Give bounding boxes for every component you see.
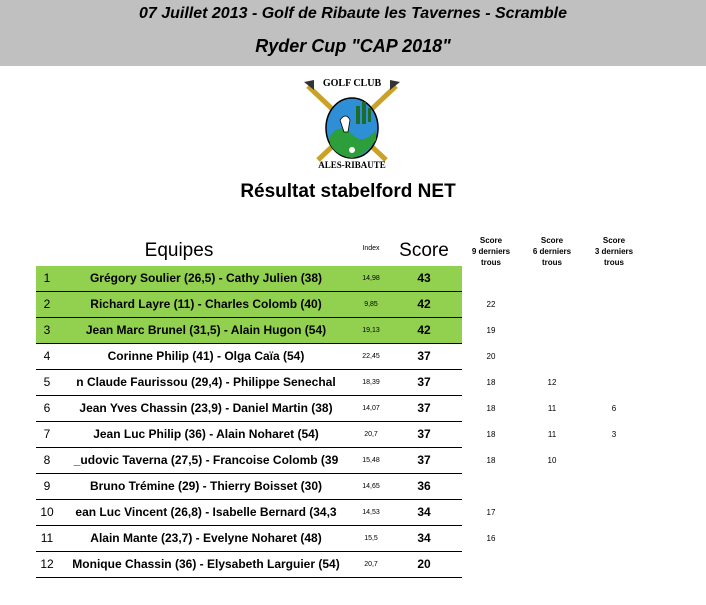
score-cell: 37 xyxy=(417,401,431,415)
score6-cell: 11 xyxy=(547,430,557,439)
rank-cell: 5 xyxy=(43,375,51,389)
table-row xyxy=(36,318,462,344)
team-cell: Alain Mante (23,7) - Evelyne Noharet (48) xyxy=(90,531,322,545)
score6-cell xyxy=(522,344,582,369)
table-row xyxy=(36,552,462,578)
score6-cell: 12 xyxy=(547,378,557,387)
golf-club-logo xyxy=(300,76,404,178)
score6-cell xyxy=(522,292,582,317)
index-cell: 15,5 xyxy=(364,535,378,542)
score3-cell xyxy=(584,318,644,343)
score3-cell xyxy=(584,370,644,395)
result-title: Résultat stabelford NET xyxy=(240,181,456,202)
score9-cell: 18 xyxy=(486,456,496,465)
score9-cell: 18 xyxy=(486,430,496,439)
score3-cell xyxy=(584,448,644,473)
index-cell: 19,13 xyxy=(362,327,380,334)
index-cell: 14,98 xyxy=(362,275,380,282)
table-row xyxy=(36,474,462,500)
index-cell: 15,48 xyxy=(362,457,380,464)
score3-cell xyxy=(584,552,644,577)
rank-cell: 1 xyxy=(43,271,51,285)
team-cell: Jean Luc Philip (36) - Alain Noharet (54) xyxy=(93,427,319,441)
index-cell: 14,65 xyxy=(362,483,380,490)
table-row xyxy=(36,292,462,318)
score-cell: 20 xyxy=(417,557,431,571)
table-row xyxy=(36,266,462,292)
logo-top-text: GOLF CLUB xyxy=(322,78,382,89)
score6-cell xyxy=(522,318,582,343)
equipes-header: Equipes xyxy=(144,240,214,261)
score9-cell: 18 xyxy=(486,378,496,387)
rank-cell: 10 xyxy=(40,505,54,519)
score9-cell: 19 xyxy=(486,326,496,335)
index-cell: 9,85 xyxy=(364,301,378,308)
score3-cell xyxy=(584,474,644,499)
score-header: Score xyxy=(399,240,449,261)
rank-cell: 6 xyxy=(43,401,51,415)
table-row xyxy=(36,396,462,422)
table-row xyxy=(36,500,462,526)
score6-header: Score 6 derniers trous xyxy=(532,236,572,267)
index-cell: 18,39 xyxy=(362,379,380,386)
score9-cell xyxy=(461,552,521,577)
table-row xyxy=(36,448,462,474)
score9-cell xyxy=(461,474,521,499)
index-cell: 20,7 xyxy=(364,561,378,568)
rank-cell: 9 xyxy=(43,479,51,493)
rank-cell: 2 xyxy=(43,297,51,311)
team-cell: n Claude Faurissou (29,4) - Philippe Senechal xyxy=(76,375,336,389)
score-cell: 37 xyxy=(417,427,431,441)
score6-cell xyxy=(522,500,582,525)
score3-cell xyxy=(584,526,644,551)
team-cell: Monique Chassin (36) - Elysabeth Larguier (54) xyxy=(72,557,340,571)
score3-cell xyxy=(584,266,644,291)
score3-cell xyxy=(584,292,644,317)
score-cell: 37 xyxy=(417,375,431,389)
index-cell: 22,45 xyxy=(362,353,380,360)
index-cell: 20,7 xyxy=(364,431,378,438)
score9-cell: 18 xyxy=(486,404,496,413)
table-row xyxy=(36,344,462,370)
score-cell: 34 xyxy=(417,531,431,545)
score6-cell: 10 xyxy=(547,456,557,465)
score9-cell: 16 xyxy=(486,534,496,543)
score3-cell: 3 xyxy=(611,430,617,439)
score6-cell xyxy=(522,526,582,551)
score9-cell: 22 xyxy=(486,300,496,309)
rank-cell: 11 xyxy=(40,531,54,545)
score6-cell xyxy=(522,474,582,499)
score-cell: 34 xyxy=(417,505,431,519)
score9-cell: 17 xyxy=(486,508,496,517)
rank-cell: 4 xyxy=(43,349,51,363)
team-cell: Corinne Philip (41) - Olga Caïa (54) xyxy=(107,349,305,363)
score6-cell xyxy=(522,266,582,291)
score-cell: 43 xyxy=(417,271,431,285)
table-row xyxy=(36,370,462,396)
score9-cell xyxy=(461,266,521,291)
score3-header: Score 3 derniers trous xyxy=(594,236,634,267)
logo-bottom-text: ALES-RIBAUTE xyxy=(318,160,386,170)
rank-cell: 7 xyxy=(43,427,51,441)
team-cell: _udovic Taverna (27,5) - Francoise Colomb (39 xyxy=(73,453,339,467)
team-cell: ean Luc Vincent (26,8) - Isabelle Bernard (34,3 xyxy=(75,505,337,519)
index-cell: 14,07 xyxy=(362,405,380,412)
team-cell: Grégory Soulier (26,5) - Cathy Julien (38) xyxy=(89,271,323,285)
competition-title: Ryder Cup "CAP 2018" xyxy=(255,36,451,56)
team-cell: Jean Yves Chassin (23,9) - Daniel Martin (38) xyxy=(79,401,333,415)
table-row xyxy=(36,422,462,448)
score3-cell xyxy=(584,344,644,369)
index-header: Index xyxy=(362,245,380,252)
rank-cell: 8 xyxy=(43,453,51,467)
score-cell: 42 xyxy=(417,323,431,337)
rank-cell: 12 xyxy=(40,557,54,571)
score6-cell xyxy=(522,552,582,577)
score-cell: 36 xyxy=(417,479,431,493)
rank-cell: 3 xyxy=(43,323,51,337)
team-cell: Bruno Trémine (29) - Thierry Boisset (30) xyxy=(89,479,323,493)
score9-cell: 20 xyxy=(486,352,496,361)
index-cell: 14,53 xyxy=(362,509,380,516)
score3-cell: 6 xyxy=(611,404,617,413)
score-cell: 42 xyxy=(417,297,431,311)
score-cell: 37 xyxy=(417,349,431,363)
team-cell: Richard Layre (11) - Charles Colomb (40) xyxy=(90,297,322,311)
score3-cell xyxy=(584,500,644,525)
table-row xyxy=(36,526,462,552)
event-date-title: 07 Juillet 2013 - Golf de Ribaute les Tavernes - Scramble xyxy=(138,5,568,22)
score-cell: 37 xyxy=(417,453,431,467)
score6-cell: 11 xyxy=(547,404,557,413)
team-cell: Jean Marc Brunel (31,5) - Alain Hugon (54) xyxy=(85,323,327,337)
score9-header: Score 9 derniers trous xyxy=(471,236,511,267)
page-header xyxy=(0,0,706,66)
